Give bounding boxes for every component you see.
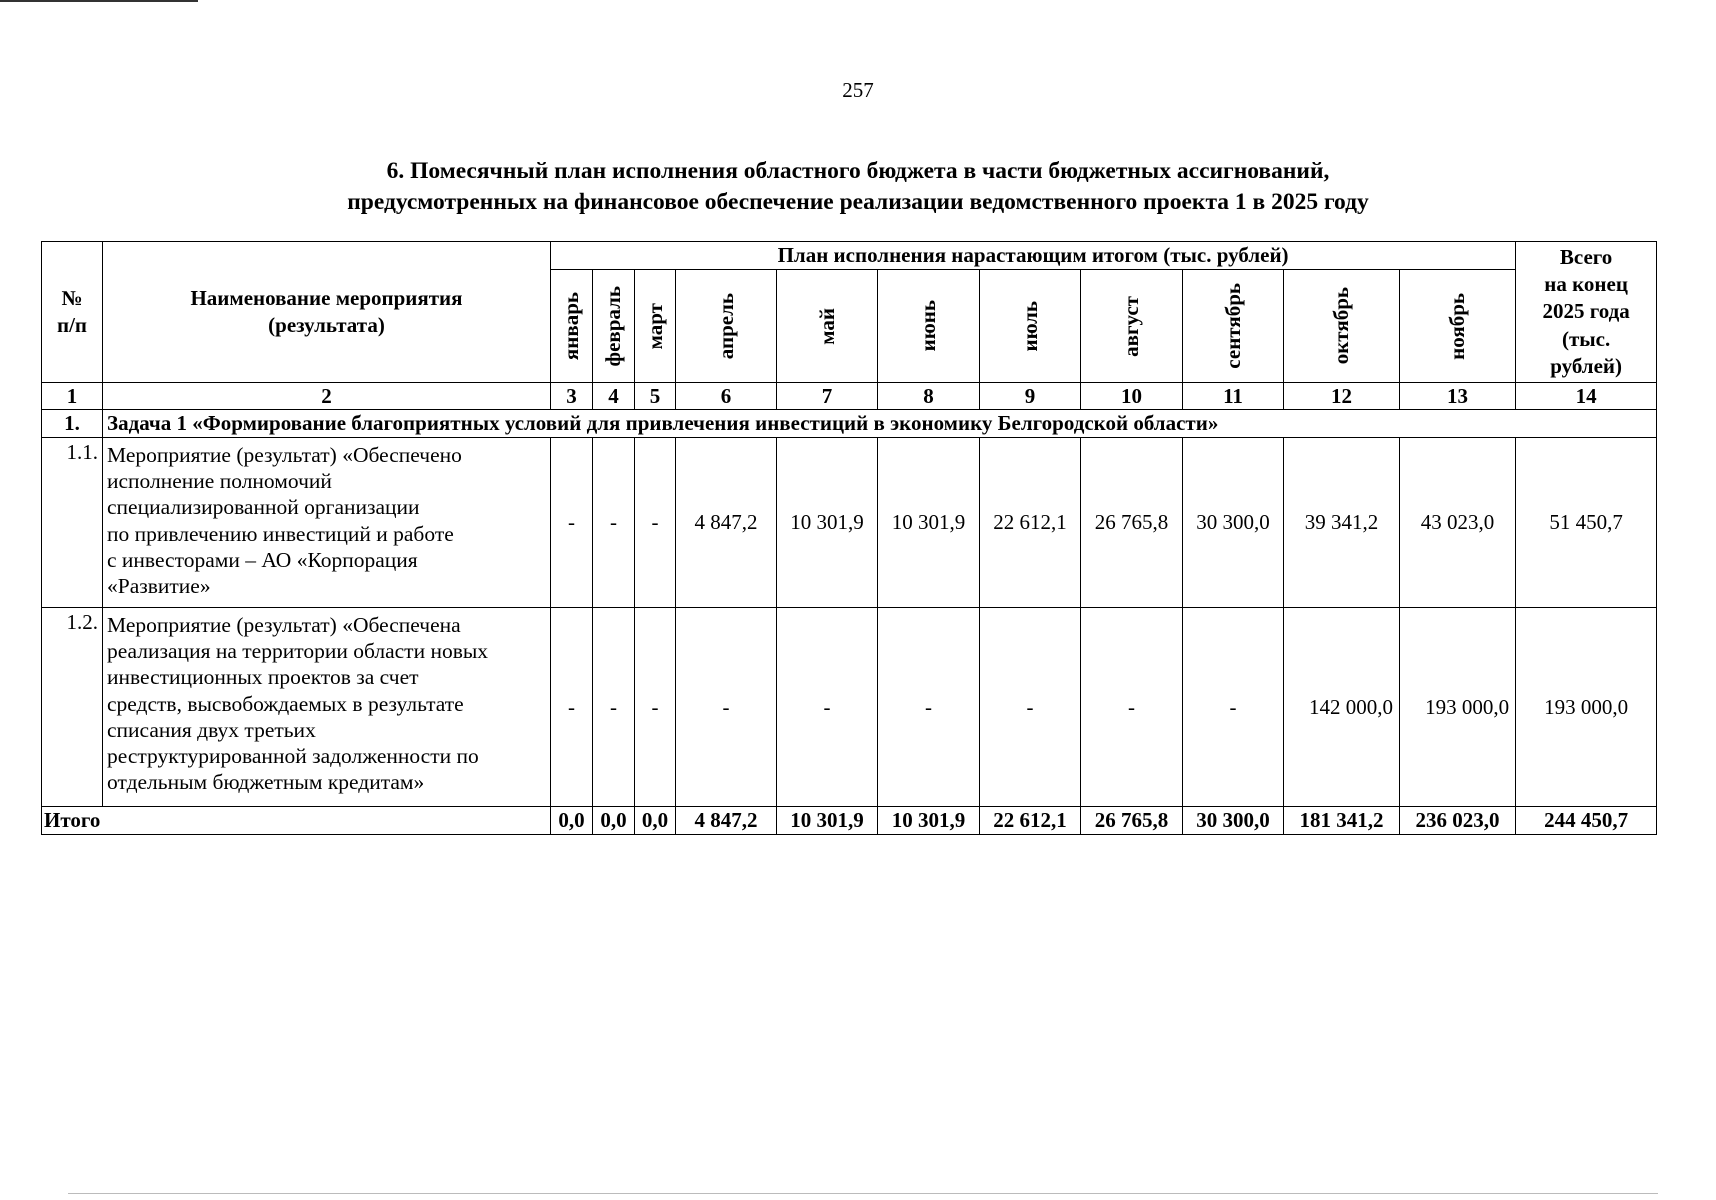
cell-apr: 4 847,2 [676, 438, 777, 608]
header-month-jul: июль [980, 270, 1081, 383]
total-apr: 4 847,2 [676, 807, 777, 835]
cell-oct: 142 000,0 [1284, 608, 1400, 807]
cell-jun: - [878, 608, 980, 807]
table-row [42, 438, 1657, 608]
header-num: № п/п [42, 242, 103, 383]
cell-jan: - [551, 608, 593, 807]
task-title: Задача 1 «Формирование благоприятных условий для привлечения инвестиций в экономику Белгородской области» [103, 410, 1657, 438]
cell-nov: 193 000,0 [1400, 608, 1516, 807]
total-grand: 244 450,7 [1516, 807, 1657, 835]
total-sep: 30 300,0 [1183, 807, 1284, 835]
cell-may: 10 301,9 [777, 438, 878, 608]
task-number: 1. [42, 410, 103, 438]
title-line-1: 6. Помесячный план исполнения областного бюджета в части бюджетных ассигнований, [386, 158, 1330, 184]
total-may: 10 301,9 [777, 807, 878, 835]
header-plan: План исполнения нарастающим итогом (тыс. рублей) [551, 242, 1516, 270]
total-jun: 10 301,9 [878, 807, 980, 835]
header-month-oct: октябрь [1284, 270, 1400, 383]
column-number-row: 1 2 3 4 5 6 7 8 9 10 11 12 13 14 [42, 383, 1657, 410]
header-month-may: май [777, 270, 878, 383]
cell-jul: - [980, 608, 1081, 807]
header-month-sep: сентябрь [1183, 270, 1284, 383]
header-month-feb: февраль [593, 270, 635, 383]
cell-nov: 43 023,0 [1400, 438, 1516, 608]
cell-feb: - [593, 438, 635, 608]
header-month-nov: ноябрь [1400, 270, 1516, 383]
totals-row [42, 807, 1657, 835]
header-month-apr: апрель [676, 270, 777, 383]
task-row [42, 410, 1657, 438]
total-feb: 0,0 [593, 807, 635, 835]
title-line-2: предусмотренных на финансовое обеспечение реализации ведомственного проекта 1 в 2025 году [347, 189, 1369, 215]
header-name: Наименование мероприятия (результата) [103, 242, 551, 383]
row-number: 1.2. [42, 608, 103, 807]
cell-jun: 10 301,9 [878, 438, 980, 608]
cell-jul: 22 612,1 [980, 438, 1081, 608]
total-jan: 0,0 [551, 807, 593, 835]
cell-feb: - [593, 608, 635, 807]
cell-may: - [777, 608, 878, 807]
budget-plan-table [41, 241, 1657, 835]
total-nov: 236 023,0 [1400, 807, 1516, 835]
row-name: Мероприятие (результат) «Обеспечена реализация на территории области новых инвестиционных проектов за счет средств, высвобождаемых в результате списания двух третьих реструктурированной задолженности по отдельным бюджетным кредитам» [103, 608, 551, 807]
cell-mar: - [635, 608, 676, 807]
header-month-mar: март [635, 270, 676, 383]
table-row [42, 608, 1657, 807]
document-title [0, 156, 1716, 218]
cell-mar: - [635, 438, 676, 608]
cell-jan: - [551, 438, 593, 608]
bottom-rule [68, 1193, 1658, 1194]
cell-sep: - [1183, 608, 1284, 807]
cell-apr: - [676, 608, 777, 807]
header-month-jan: январь [551, 270, 593, 383]
row-name: Мероприятие (результат) «Обеспечено исполнение полномочий специализированной организации по привлечению инвестиций и работе с инвесторами – АО «Корпорация «Развитие» [103, 438, 551, 608]
cell-oct: 39 341,2 [1284, 438, 1400, 608]
row-number: 1.1. [42, 438, 103, 608]
cell-sep: 30 300,0 [1183, 438, 1284, 608]
top-rule [0, 0, 198, 2]
page-number: 257 [842, 78, 874, 102]
header-month-aug: август [1081, 270, 1183, 383]
total-aug: 26 765,8 [1081, 807, 1183, 835]
header-month-jun: июнь [878, 270, 980, 383]
total-jul: 22 612,1 [980, 807, 1081, 835]
total-mar: 0,0 [635, 807, 676, 835]
cell-total: 51 450,7 [1516, 438, 1657, 608]
cell-aug: 26 765,8 [1081, 438, 1183, 608]
cell-aug: - [1081, 608, 1183, 807]
total-oct: 181 341,2 [1284, 807, 1400, 835]
header-total: Всего на конец 2025 года (тыс. рублей) [1516, 242, 1657, 383]
totals-label: Итого [42, 807, 551, 835]
cell-total: 193 000,0 [1516, 608, 1657, 807]
